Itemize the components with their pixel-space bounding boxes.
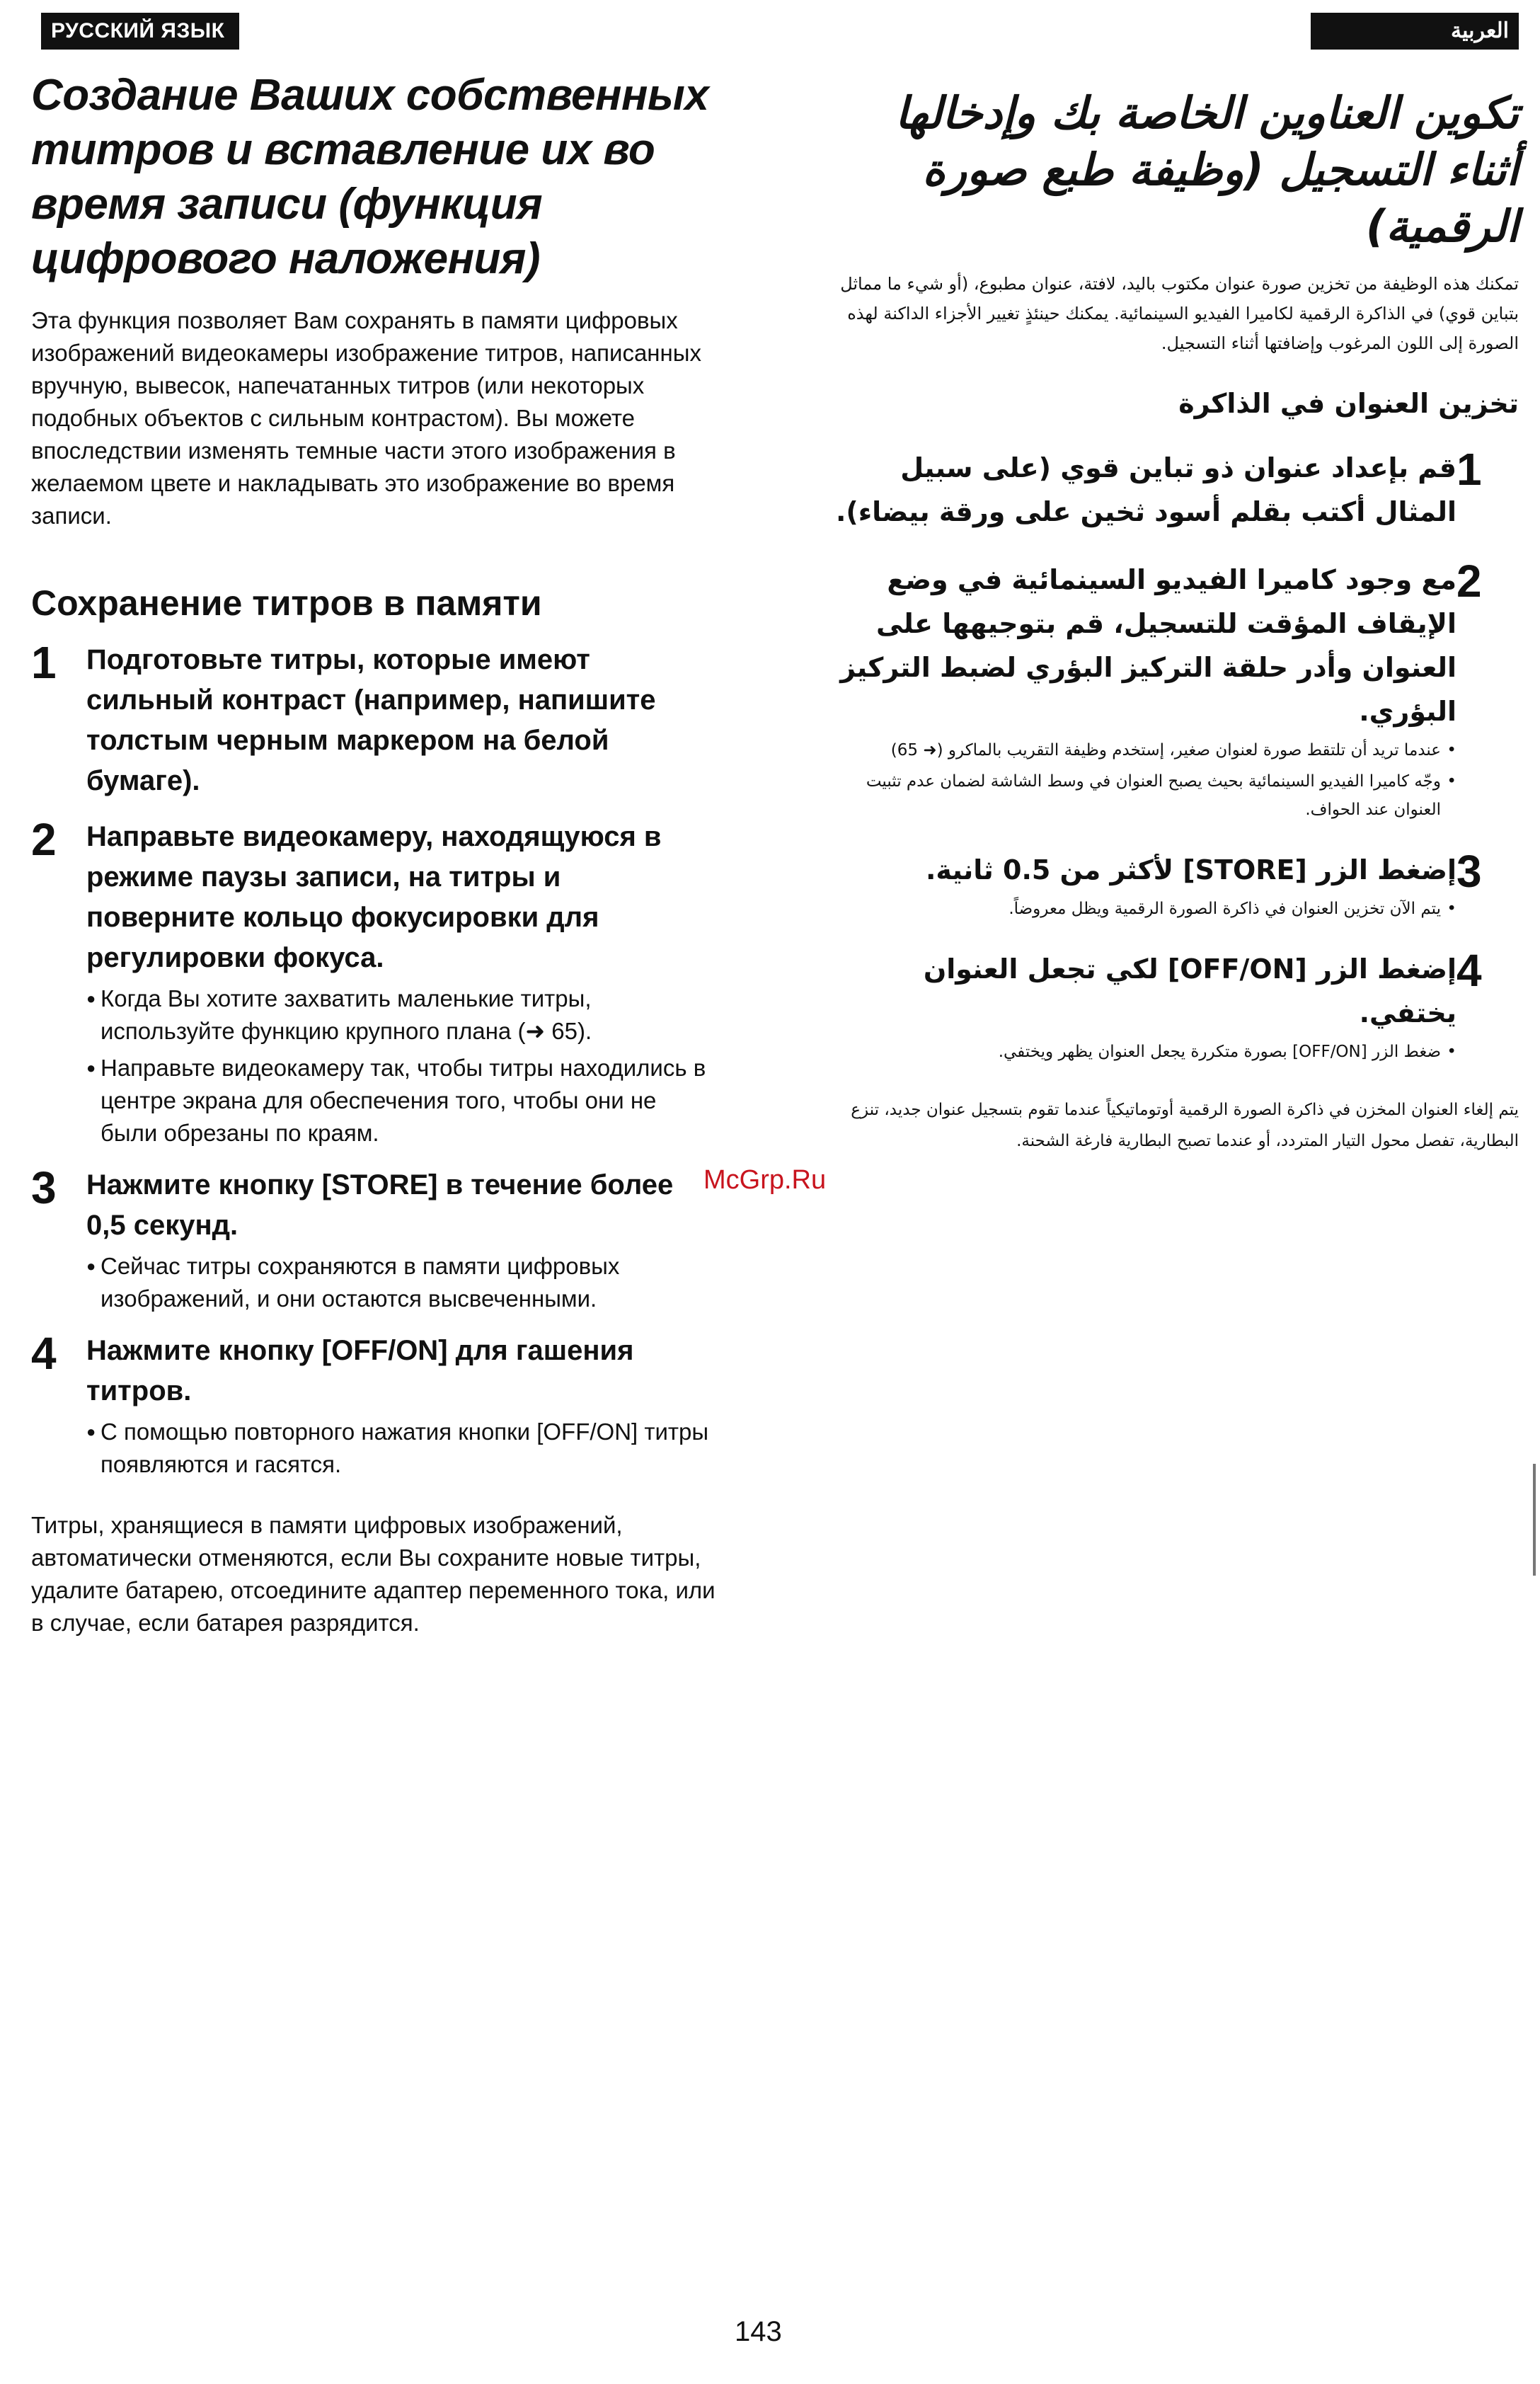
ar-step-3 [820,848,1519,923]
step-note: ● Когда Вы хотите захватить маленькие титры, используйте функцию крупного плана (➜ 65). [86,982,716,1048]
step-note: • عندما تريد أن تلتقط صورة لعنوان صغير، إستخدم وظيفة التقريب بالماكرو (➜ 65) [820,736,1456,764]
ar-section-title: تخزين العنوان في الذاكرة [1178,388,1519,419]
step-instruction: Нажмите кнопку [OFF/ON] для гашения титров. [86,1335,634,1406]
ru-page-title: Создание Ваших собственных титров и вставление их во время записи (функция цифрового наложения) [31,71,709,283]
step-number: 2 [31,814,57,865]
ru-step-3 [31,1162,716,1315]
step-note: • ضغط الزر [OFF/ON] بصورة متكررة يجعل العنوان يظهر ويختفي. [820,1038,1456,1066]
step-note: • يتم الآن تخزين العنوان في ذاكرة الصورة الرقمية ويظل معروضاً. [820,895,1456,923]
step-note: ● С помощью повторного нажатия кнопки [OFF/ON] титры появляются и гасятся. [86,1416,716,1481]
ar-page-title: تكوين العناوين الخاصة بك وإدخالها أثناء التسجيل (وظيفة طبع صورة الرقمية) [895,87,1519,252]
ar-step-1 [820,446,1519,534]
step-number: 3 [31,1162,57,1213]
ar-step-4 [820,947,1519,1066]
step-note: • وجّه كاميرا الفيديو السينمائية بحيث يصبح العنوان في وسط الشاشة لضمان عدم تثبيت العنوان عند الحواف. [820,767,1456,824]
step-instruction: قم بإعداد عنوان ذو تباين قوي (على سبيل المثال أكتب بقلم أسود ثخين على ورقة بيضاء). [835,452,1456,527]
step-instruction: إضغط الزر [OFF/ON] لكي تجعل العنوان يختفي. [923,953,1456,1028]
ru-intro-paragraph: Эта функция позволяет Вам сохранять в памяти цифровых изображений видеокамеры изображение титров, написанных вручную, вывесок, напечатанных титров (или некоторых подобных объектов с сильным контрастом). Вы можете впоследствии изменять темные части этого изображения в желаемом цвете и накладывать это изображение во время записи. [31,307,701,529]
step-number: 3 [1456,846,1482,897]
step-number: 1 [31,637,57,688]
language-tab-arabic: العربية [1311,13,1519,50]
ru-step-2 [31,814,716,1150]
ru-section-title: Сохранение титров в памяти [31,583,542,623]
step-number: 4 [1456,945,1482,996]
page-number: 143 [735,2316,782,2347]
step-number: 2 [1456,556,1482,607]
step-instruction: Нажмите кнопку [STORE] в течение более 0,5 секунд. [86,1169,674,1241]
step-note: ● Направьте видеокамеру так, чтобы титры находились в центре экрана для обеспечения того, чтобы они не были обрезаны по краям. [86,1052,716,1150]
ru-footer-note: Титры, хранящиеся в памяти цифровых изображений, автоматически отменяются, если Вы сохраните новые титры, удалите батарею, отсоедините адаптер переменного тока, или в случае, если батарея разрядится. [31,1512,716,1636]
ar-step-2 [820,558,1519,824]
ar-intro-paragraph: تمكنك هذه الوظيفة من تخزين صورة عنوان مكتوب باليد، لافتة، عنوان مطبوع، (أو شيء ما مماثل بتباين قوي) في الذاكرة الرقمية لكاميرا الفيديو السينمائية. يمكنك حينئذٍ تغيير الأجزاء الداكنة لهذه الصورة إلى اللون المرغوب وإضافتها أثناء التسجيل. [840,274,1519,353]
watermark-text: McGrp.Ru [703,1165,827,1195]
step-note: ● Сейчас титры сохраняются в памяти цифровых изображений, и они остаются высвеченными. [86,1250,716,1315]
step-instruction: Подготовьте титры, которые имеют сильный контраст (например, напишите толстым черным маркером на белой бумаге). [86,644,656,796]
step-instruction: مع وجود كاميرا الفيديو السينمائية في وضع الإيقاف المؤقت للتسجيل، قم بتوجيهها على العنوان وأدر حلقة التركيز البؤري لضبط التركيز البؤري. [840,564,1456,727]
ru-step-4 [31,1328,716,1481]
step-instruction: إضغط الزر [STORE] لأكثر من 0.5 ثانية. [925,854,1456,886]
arabic-column [820,68,1519,1173]
ar-footer-note: يتم إلغاء العنوان المخزن في ذاكرة الصورة الرقمية أوتوماتيكياً عندما تقوم بتسجيل عنوان جديد، تنزع البطارية، تفصل محول التيار المتردد، أو عندما تصبح البطارية فارغة الشحنة. [851,1101,1519,1150]
language-tab-russian: РУССКИЙ ЯЗЫК [41,13,239,50]
step-number: 4 [31,1328,57,1379]
step-number: 1 [1456,444,1482,495]
ru-step-1 [31,637,716,801]
page-edge-mark [1533,1464,1536,1576]
step-instruction: Направьте видеокамеру, находящуюся в режиме паузы записи, на титры и поверните кольцо фокусировки для регулировки фокуса. [86,821,662,973]
russian-column [31,68,716,1663]
